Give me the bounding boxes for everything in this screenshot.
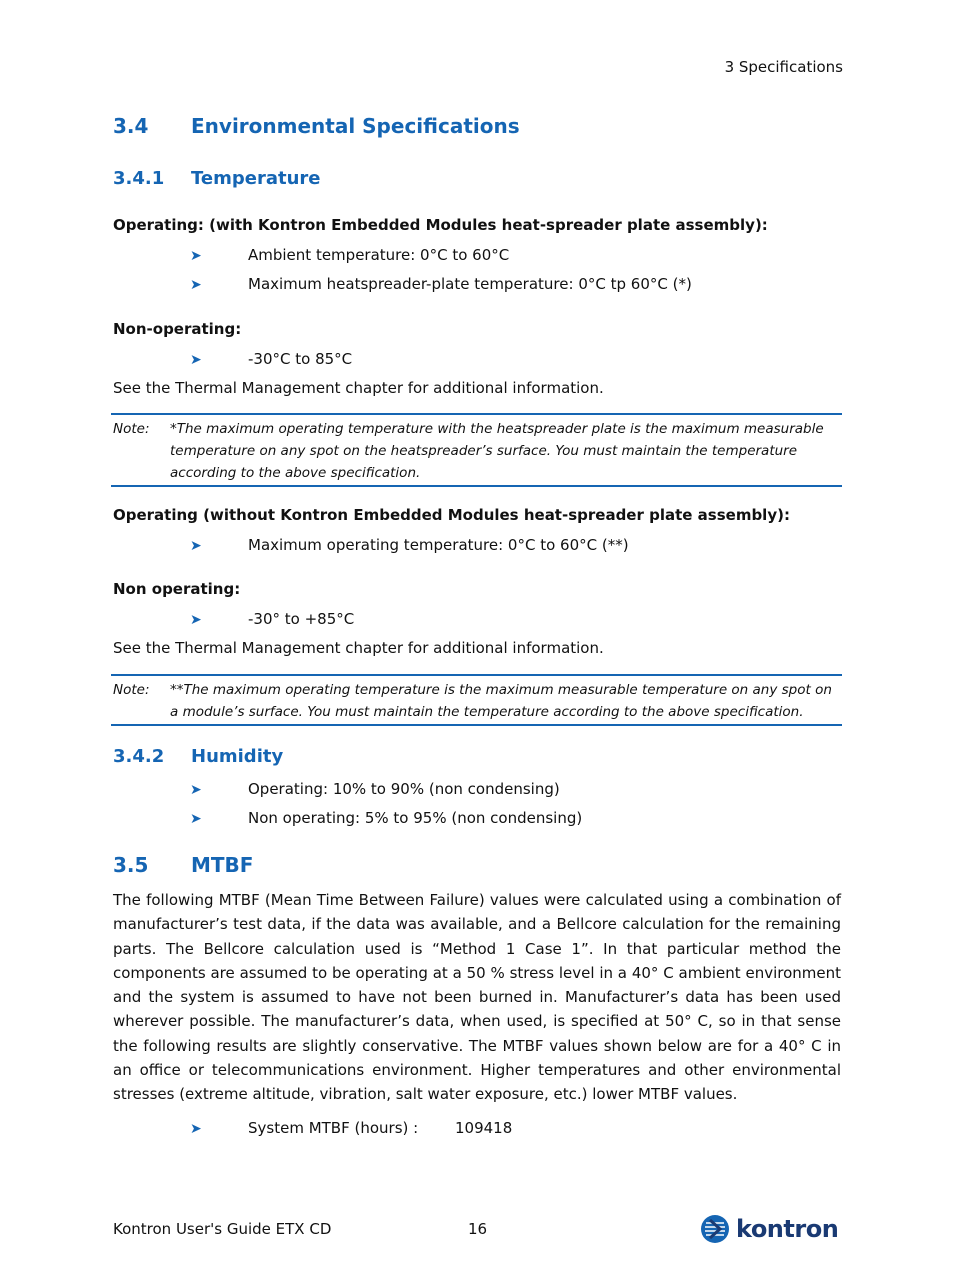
list-item: ➤ Operating: 10% to 90% (non condensing): [190, 780, 560, 798]
note-box: [111, 674, 842, 726]
note-box: [111, 413, 842, 487]
section-number: 3.5: [113, 853, 149, 877]
arrow-bullet-icon: ➤: [190, 538, 202, 554]
list-item: ➤ Ambient temperature: 0°C to 60°C: [190, 246, 510, 264]
kontron-logo-icon: [700, 1214, 730, 1244]
operating-without-label: Operating (without Kontron Embedded Modules heat-spreader plate assembly):: [113, 506, 790, 524]
section-number: 3.4.1: [113, 168, 165, 189]
arrow-bullet-icon: ➤: [190, 612, 202, 628]
footer-doc-title: Kontron User's Guide ETX CD: [113, 1220, 332, 1238]
note-label: Note:: [113, 421, 150, 437]
arrow-bullet-icon: ➤: [190, 352, 202, 368]
non-operating-label: Non-operating:: [113, 320, 242, 338]
section-title: Temperature: [191, 168, 321, 189]
note-text: *The maximum operating temperature with the heatspreader plate is the maximum measurable temperature on any spot on the heatspreader’s surface. You must maintain the temperature according to the above specification.: [170, 421, 824, 481]
mtbf-label: System MTBF (hours) :: [248, 1119, 419, 1137]
arrow-bullet-icon: ➤: [190, 1121, 202, 1137]
page-number: 16: [468, 1220, 488, 1238]
arrow-bullet-icon: ➤: [190, 248, 202, 264]
arrow-bullet-icon: ➤: [190, 811, 202, 827]
mtbf-paragraph: The following MTBF (Mean Time Between Failure) values were calculated using a combination of manufacturer’s test data, if the data was available, and a Bellcore calculation for the remaining parts. The Bellcore calculation used is “Method 1 Case 1”. In that particular method the components are assumed to be operating at a 50 % stress level in a 40° C ambient environment and the system is assumed to have not been burned in. Manufacturer’s data has been used wherever possible. The manufacturer’s data, when used, is specified at 50° C, so in that sense the following results are slightly conservative. The MTBF values shown below are for a 40° C in an office or telecommunications environment. Higher temperatures and other environmental stresses (extreme altitude, vibration, salt water exposure, etc.) lower MTBF values.: [113, 891, 841, 1104]
logo-wordmark: kontron: [736, 1215, 839, 1243]
see-thermal-text: See the Thermal Management chapter for additional information.: [113, 379, 604, 397]
section-number: 3.4.2: [113, 746, 165, 767]
list-item: [190, 1119, 418, 1137]
note-text: **The maximum operating temperature is the maximum measurable temperature on any spot on a module’s surface. You must maintain the temperature according to the above specification.: [170, 682, 832, 720]
non-operating-label: Non operating:: [113, 580, 241, 598]
arrow-bullet-icon: ➤: [190, 277, 202, 293]
section-title: Environmental Specifications: [191, 114, 520, 138]
section-3-4-1-heading: [113, 168, 320, 189]
section-number: 3.4: [113, 114, 149, 138]
list-item: ➤ Maximum heatspreader-plate temperature: 0°C tp 60°C (*): [190, 275, 692, 293]
operating-with-label: Operating: (with Kontron Embedded Modules heat-spreader plate assembly):: [113, 216, 768, 234]
running-header: 3 Specifications: [724, 58, 843, 76]
note-label: Note:: [113, 682, 150, 698]
section-3-5-heading: [113, 853, 253, 877]
section-title: MTBF: [191, 853, 254, 877]
section-3-4-heading: [113, 114, 520, 138]
list-item: ➤ Non operating: 5% to 95% (non condensing): [190, 809, 583, 827]
section-3-4-2-heading: [113, 746, 283, 767]
section-title: Humidity: [191, 746, 284, 767]
list-item: ➤ Maximum operating temperature: 0°C to 60°C (**): [190, 536, 629, 554]
kontron-logo: [700, 1214, 838, 1244]
mtbf-value: 109418: [455, 1119, 513, 1137]
list-item: ➤ -30°C to 85°C: [190, 350, 353, 368]
arrow-bullet-icon: ➤: [190, 782, 202, 798]
see-thermal-text: See the Thermal Management chapter for additional information.: [113, 639, 604, 657]
list-item: ➤ -30° to +85°C: [190, 610, 355, 628]
